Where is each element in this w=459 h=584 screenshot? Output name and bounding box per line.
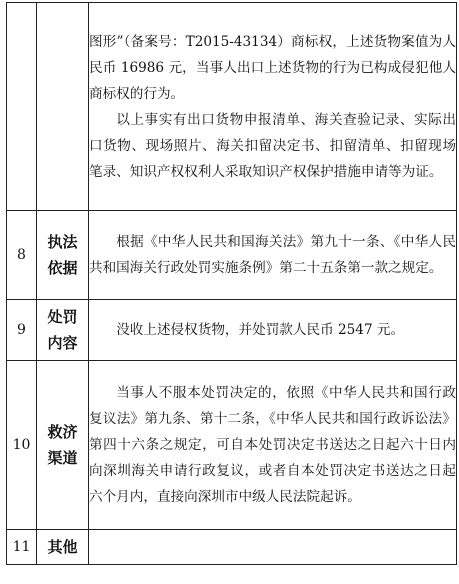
row-label — [37, 3, 89, 211]
row-label-line: 执法 — [47, 233, 78, 251]
row-label-line: 处罚 — [47, 308, 78, 326]
row-number: 10 — [7, 361, 37, 530]
content-paragraph: 当事人不服本处罚决定的，依照《中华人民共和国行政复议法》第九条、第十二条，《中华人民共和国行政诉讼法》第四十六条之规定，可自本处罚决定书送达之日起六十日内向深圳海关申请行政复议，或者自本处罚决定书送达之日起六个月内，直接向深圳市中级人民法院起诉。 — [89, 385, 456, 505]
row-number: 11 — [7, 530, 37, 565]
table-row — [7, 211, 457, 300]
row-content — [89, 300, 457, 361]
table-row — [7, 3, 457, 211]
content-paragraph: 没收上述侵权货物，并处罚款人民币 2547 元。 — [116, 322, 405, 338]
row-content — [89, 361, 457, 530]
row-label-line: 渠道 — [47, 449, 78, 467]
row-content — [89, 211, 457, 300]
row-label — [37, 300, 89, 361]
row-content — [89, 3, 457, 211]
table-row — [7, 300, 457, 361]
row-label — [37, 530, 89, 565]
table-row — [7, 530, 457, 565]
row-label-line: 其他 — [47, 538, 78, 556]
row-label — [37, 361, 89, 530]
penalty-table — [6, 2, 457, 565]
content-paragraph: 根据《中华人民共和国海关法》第九十一条、《中华人民共和国海关行政处罚实施条例》第二十五条第一款之规定。 — [89, 234, 456, 276]
row-label — [37, 211, 89, 300]
row-content — [89, 530, 457, 565]
row-number: 8 — [7, 211, 37, 300]
row-number: 9 — [7, 300, 37, 361]
row-label-line: 救济 — [47, 423, 78, 441]
table-row — [7, 361, 457, 530]
content-paragraph: 图形”（备案号：T2015-43134）商标权，上述货物案值为人民币 16986 元，当事人出口上述货物的行为已构成侵犯他人商标权的行为。 — [89, 33, 456, 102]
row-label-line: 内容 — [47, 334, 78, 352]
row-label-line: 依据 — [47, 259, 78, 277]
row-number — [7, 3, 37, 211]
content-paragraph: 以上事实有出口货物申报清单、海关查验记录、实际出口货物、现场照片、海关扣留决定书、扣留清单、扣留现场笔录、知识产权权利人采取知识产权保护措施申请等为证。 — [89, 111, 456, 180]
